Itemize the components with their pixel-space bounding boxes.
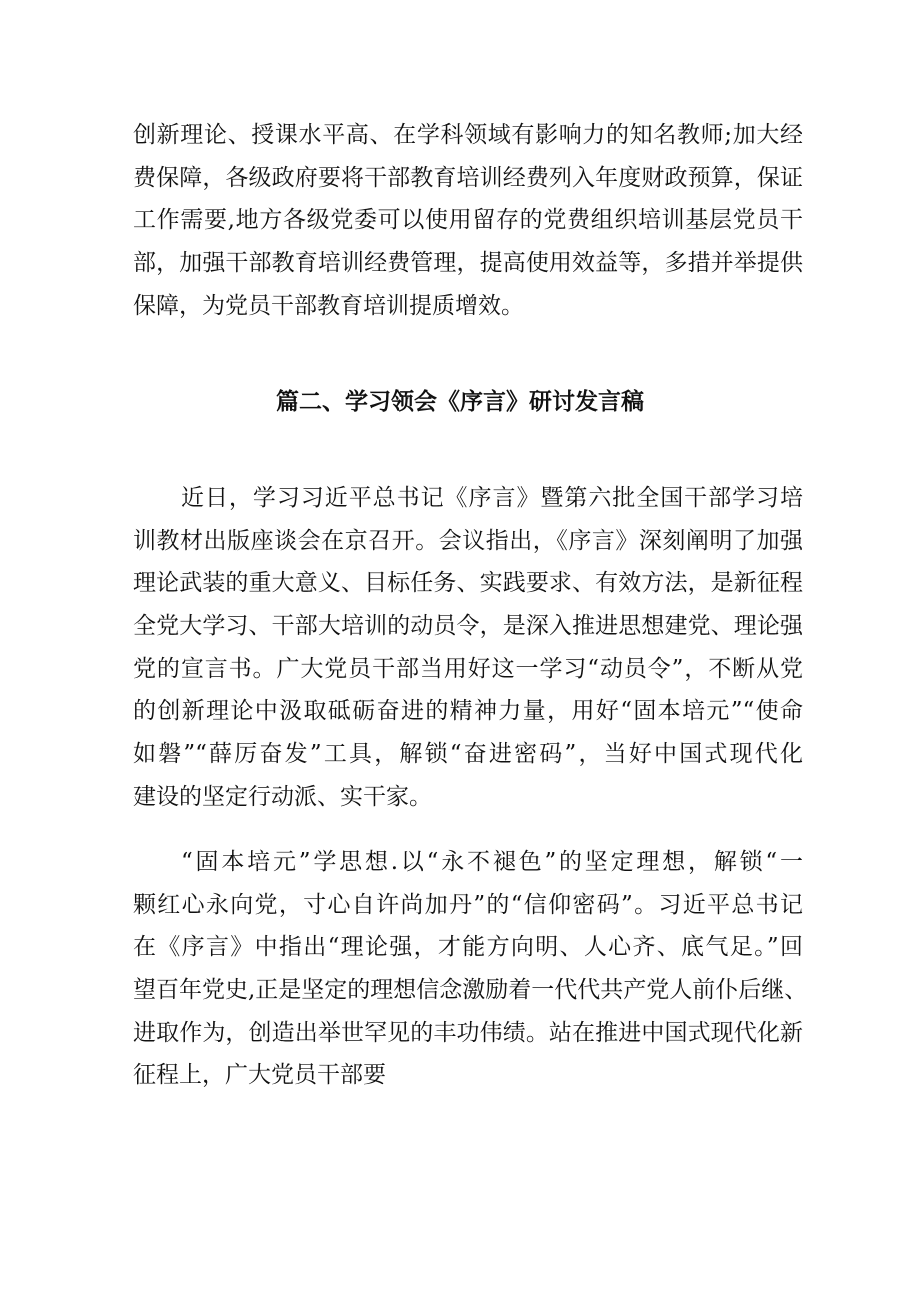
text-line: 近日，学习习近平总书记《序言》暨第六批全国干部学习培 bbox=[181, 485, 803, 511]
text-line: 创新理论、授课水平高、在学科领域有影响力的知名教师;加大经 bbox=[133, 122, 803, 148]
text-line: 保障，为党员干部教育培训提质增效。 bbox=[133, 292, 524, 319]
text-line: 进取作为，创造出举世罕见的丰功伟绩。站在推进中国式现代化新 bbox=[133, 1019, 803, 1046]
text-line: 望百年党史,正是坚定的理想信念激励着一代代共产党人前仆后继、 bbox=[133, 977, 808, 1004]
intro-paragraph bbox=[133, 114, 803, 327]
text-line: 建设的坚定行动派、实干家。 bbox=[133, 783, 432, 810]
paragraph-2 bbox=[133, 841, 808, 1097]
text-line: 的创新理论中汲取砥砺奋进的精神力量，用好“固本培元”“使命 bbox=[133, 698, 803, 725]
text-line: 训教材出版座谈会在京召开。会议指出，《序言》深刻阐明了加强 bbox=[133, 527, 803, 554]
text-line: “固本培元”学思想.以“永不褪色”的坚定理想，解锁“一 bbox=[181, 849, 803, 875]
text-line: 在《序言》中指出“理论强，才能方向明、人心齐、底气足。”回 bbox=[133, 934, 803, 961]
text-line: 部，加强干部教育培训经费管理，提高使用效益等，多措并举提供 bbox=[133, 250, 803, 277]
text-line: 费保障，各级政府要将干部教育培训经费列入年度财政预算，保证 bbox=[133, 164, 803, 191]
section-heading: 篇二、学习领会《序言》研讨发言稿 bbox=[276, 388, 644, 415]
text-line: 颗红心永向党，寸心自许尚加丹”的“信仰密码”。习近平总书记 bbox=[133, 891, 803, 918]
text-line: 征程上，广大党员干部要 bbox=[133, 1062, 386, 1089]
text-line: 理论武装的重大意义、目标任务、实践要求、有效方法，是新征程 bbox=[133, 570, 803, 597]
text-line: 工作需要,地方各级党委可以使用留存的党费组织培训基层党员干 bbox=[133, 207, 803, 234]
paragraph-1 bbox=[133, 477, 803, 819]
text-line: 党的宣言书。广大党员干部当用好这一学习“动员令”，不断从党 bbox=[133, 655, 803, 682]
text-line: 全党大学习、干部大培训的动员令，是深入推进思想建党、理论强 bbox=[133, 613, 803, 640]
text-line: 如磐”“薛厉奋发”工具，解锁“奋进密码”，当好中国式现代化 bbox=[133, 741, 803, 768]
